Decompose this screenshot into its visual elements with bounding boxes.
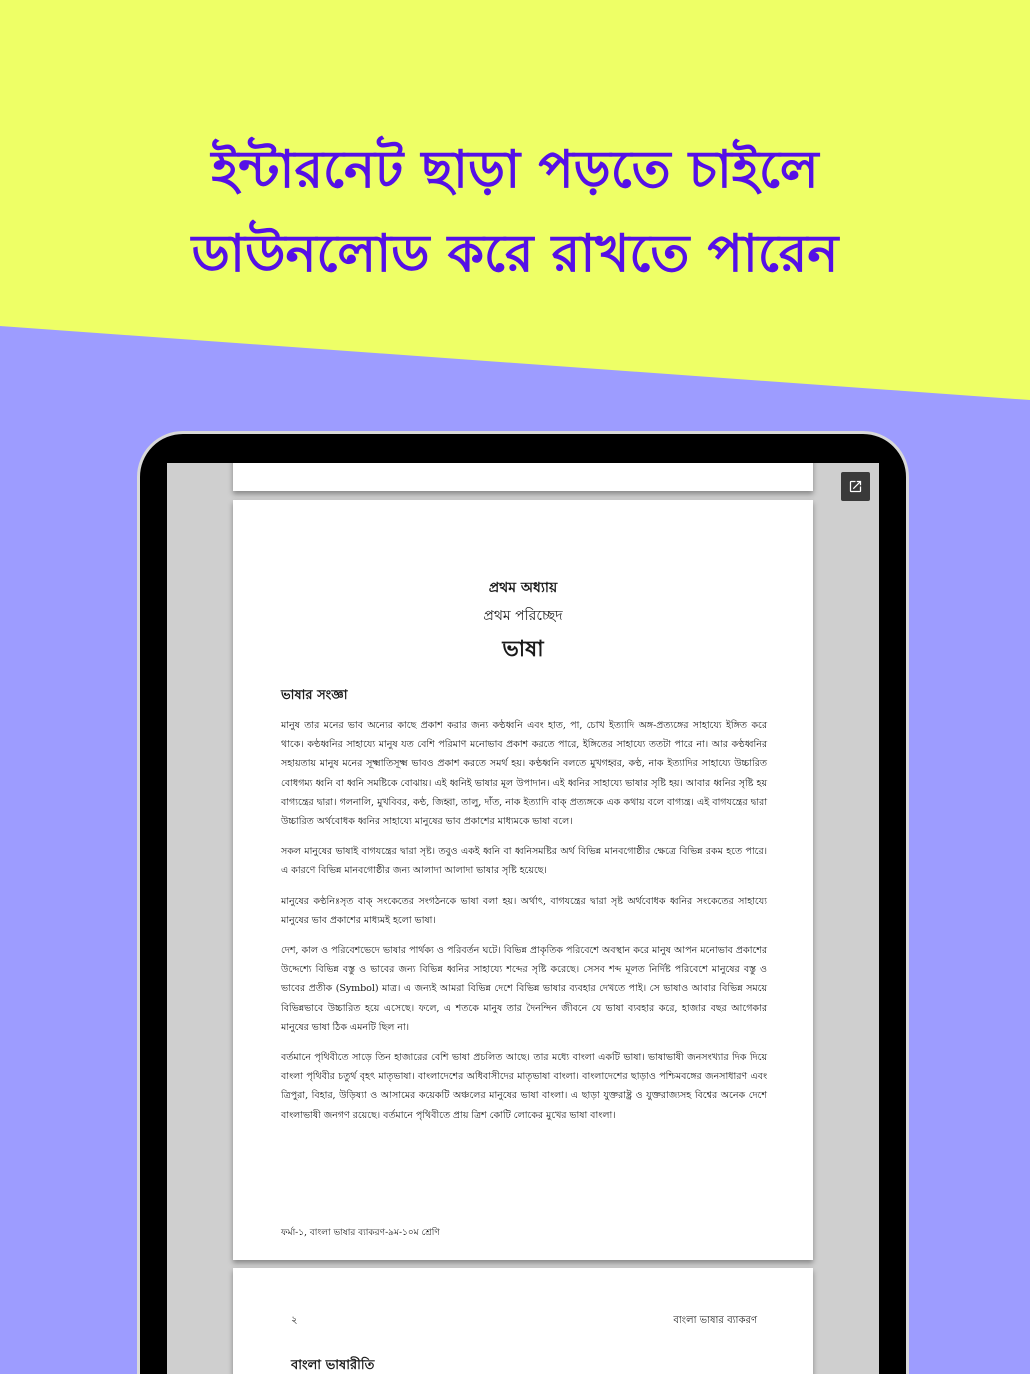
chapter-label: প্রথম অধ্যায় xyxy=(488,580,558,596)
headline-line-1: ইন্টারনেট ছাড়া পড়তে চাইলে xyxy=(211,140,819,200)
paragraph: মানুষ তার মনের ভাব অন্যের কাছে প্রকাশ করার জন্য কণ্ঠধ্বনি এবং হাত, পা, চোখ ইত্যাদি অঙ্গ-প্রত্যঙ্গের সাহায্যে ইঙ্গিত করে থাকে। কণ্ঠধ্বনির সাহায্যে মানুষ যত বেশি পরিমাণ মনোভাব প্রকাশ করতে পারে, ইঙ্গিতের সাহায্যে ততটা পারে না। আর কণ্ঠধ্বনির সহায়তায় মানুষ মনের সূক্ষ্মাতিসূক্ষ্ম ভাবও প্রকাশ করতে সমর্থ হয়। কণ্ঠধ্বনি বলতে মুখগহ্বর, কণ্ঠ, নাক ইত্যাদির সাহায্যে উচ্চারিত বোধগম্য ধ্বনি বা ধ্বনি সমষ্টিকে বোঝায়। এই ধ্বনিই ভাষার মূল উপাদান। এই ধ্বনির সাহায্যে ভাষার সৃষ্টি হয়। আবার ধ্বনির সৃষ্টি হয় বাগ্যন্ত্রের দ্বারা। গলনালি, মুখবিবর, কণ্ঠ, জিহ্বা, তালু, দাঁত, নাক ইত্যাদি বাক্ প্রত্যঙ্গকে এক কথায় বলে বাগ্যন্ত্র। এই বাগযন্ত্রের দ্বারা উচ্চারিত অর্থবোধক ধ্বনির সাহায্যে মানুষের ভাব প্রকাশের মাধ্যমকে ভাষা বলে। xyxy=(281,720,767,828)
subheading: ভাষার সংজ্ঞা xyxy=(281,688,348,703)
headline-line-2: ডাউনলোড করে রাখতে পারেন xyxy=(191,224,839,284)
pdf-page xyxy=(233,500,813,1260)
next-heading: বাংলা ভাষারীতি xyxy=(291,1358,375,1373)
open-external-icon xyxy=(848,479,863,494)
section-label: প্রথম পরিচ্ছেদ xyxy=(483,608,563,624)
paragraph: দেশ, কাল ও পরিবেশভেদে ভাষার পার্থক্য ও পরিবর্তন ঘটে। বিভিন্ন প্রাকৃতিক পরিবেশে অবস্থান করে মানুষ আপন মনোভাব প্রকাশের উদ্দেশ্যে বিভিন্ন বস্তু ও ভাবের জন্য বিভিন্ন ধ্বনির সাহায্যে শব্দের সৃষ্টি করেছে। সেসব শব্দ মূলত নির্দিষ্ট পরিবেশে মানুষের বস্তু ও ভাবের প্রতীক (Symbol) মাত্র। এ জন্যই আমরা বিভিন্ন দেশে বিভিন্ন ভাষার ব্যবহার দেখতে পাই। সে ভাষাও আবার বিভিন্ন সময়ে বিভিন্নভাবে উচ্চারিত হয়ে এসেছে। ফলে, এ শতকে মানুষ তার দৈনন্দিন জীবনে যে ভাষা ব্যবহার করে, হাজার বছর আগেকার মানুষের ভাষা ঠিক এমনটি ছিল না। xyxy=(281,945,767,1033)
paragraphs xyxy=(281,716,767,1136)
page-title: ভাষা xyxy=(502,636,544,662)
paragraph: সকল মানুষের ভাষাই বাগযন্ত্রের দ্বারা সৃষ্ট। তবুও একই ধ্বনি বা ধ্বনিসমষ্টির অর্থ বিভিন্ন মানবগোষ্ঠীর ক্ষেত্রে বিভিন্ন রকম হতে পারে। এ কারণে বিভিন্ন মানবগোষ্ঠীর জন্য আলাদা আলাদা ভাষার সৃষ্টি হয়েছে। xyxy=(281,846,767,877)
paragraph: মানুষের কণ্ঠনিঃসৃত বাক্ সংকেতের সংগঠনকে ভাষা বলা হয়। অর্থাৎ, বাগযন্ত্রের দ্বারা সৃষ্ট অর্থবোধক ধ্বনির সংকেতের সাহায্যে মানুষের ভাব প্রকাশের মাধ্যমই হলো ভাষা। xyxy=(281,895,767,926)
open-external-button[interactable] xyxy=(841,472,870,501)
headline xyxy=(0,128,1030,296)
paragraph: বর্তমানে পৃথিবীতে সাড়ে তিন হাজারের বেশি ভাষা প্রচলিত আছে। তার মধ্যে বাংলা একটি ভাষা। ভাষাভাষী জনসংখ্যার দিক দিয়ে বাংলা পৃথিবীর চতুর্থ বৃহৎ মাতৃভাষা। বাংলাদেশের অধিবাসীদের মাতৃভাষা বাংলা। বাংলাদেশের ছাড়াও পশ্চিমবঙ্গের জনসাধারণ এবং ত্রিপুরা, বিহার, উড়িষ্যা ও আসামের কয়েকটি অঞ্চলের মানুষের ভাষা বাংলা। এ ছাড়া যুক্তরাষ্ট্র ও যুক্তরাজ্যসহ বিশ্বের অনেক দেশে বাংলাভাষী জনগণ রয়েছে। বর্তমানে পৃথিবীতে প্রায় ত্রিশ কোটি লোকের মুখের ভাষা বাংলা। xyxy=(281,1052,767,1121)
next-page xyxy=(233,1268,813,1374)
page-number: ২ xyxy=(291,1315,298,1326)
pdf-viewer[interactable] xyxy=(167,463,879,1374)
page-footer: ফর্মা-১, বাংলা ভাষার ব্যাকরণ-৯ম-১০ম শ্রেণি xyxy=(281,1228,440,1238)
previous-page xyxy=(233,463,813,491)
running-title: বাংলা ভাষার ব্যাকরণ xyxy=(673,1315,757,1326)
